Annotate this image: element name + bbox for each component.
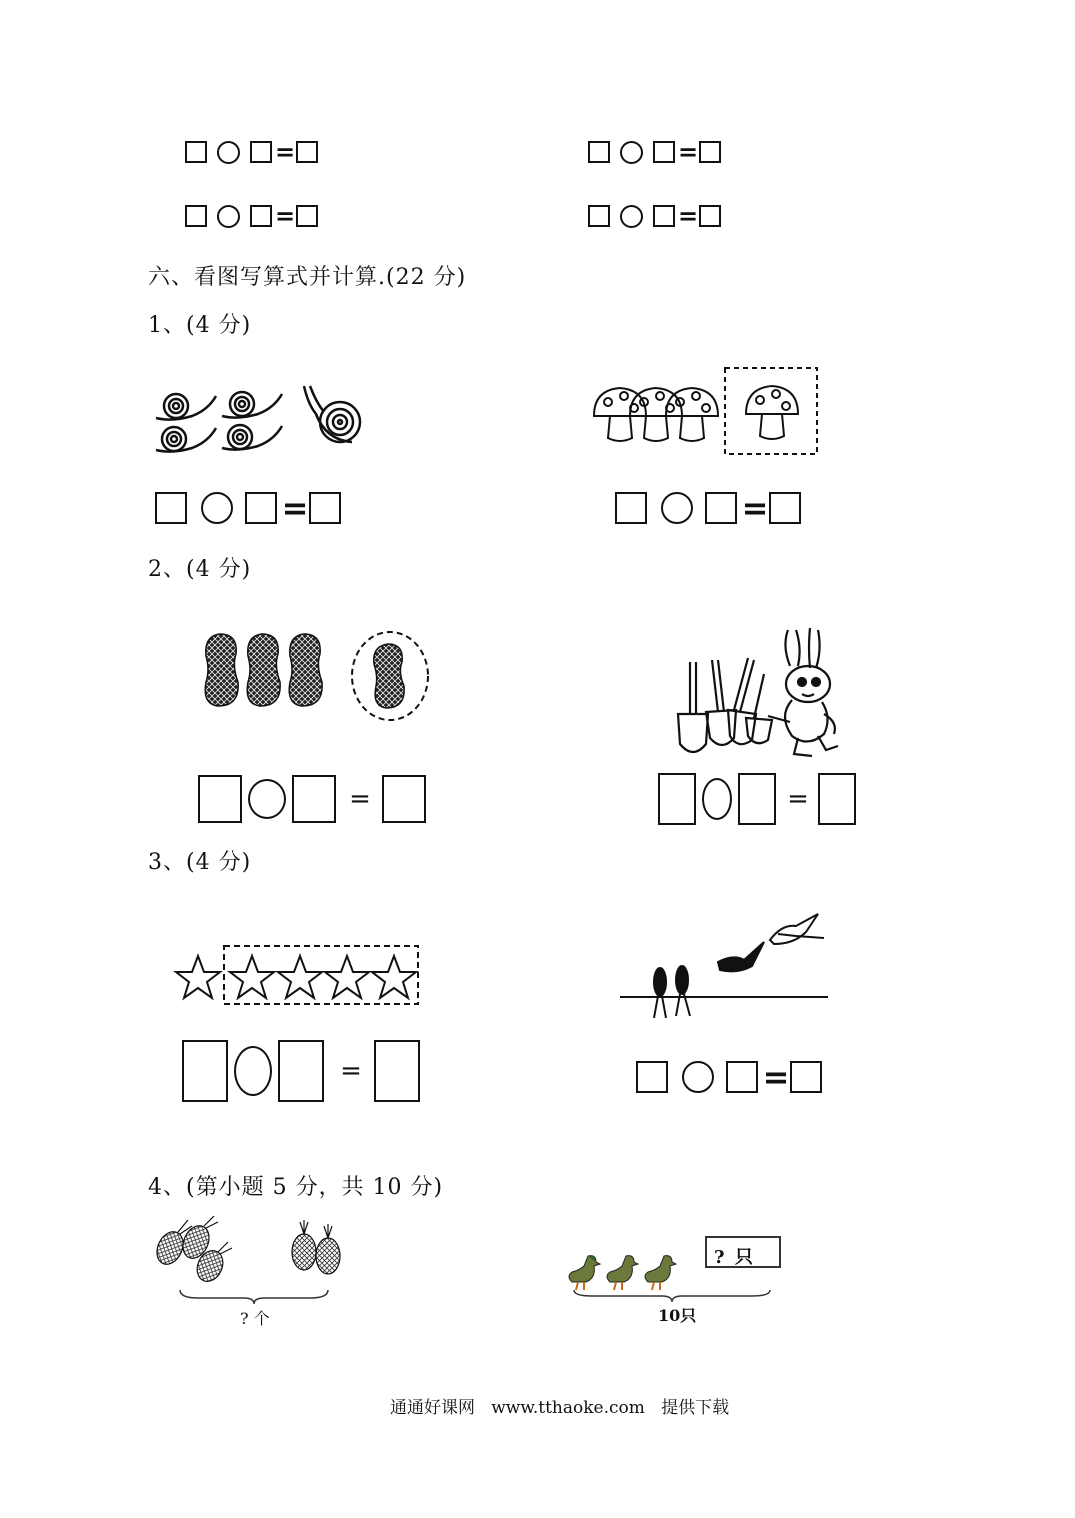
- swallow-icon: [718, 942, 764, 971]
- answer-box[interactable]: [250, 205, 272, 227]
- shovel-icon: [728, 658, 756, 744]
- duck-icon: [569, 1256, 600, 1290]
- answer-row-q1-right: [615, 489, 801, 527]
- mushroom-icon: [746, 386, 798, 439]
- answer-box[interactable]: [636, 1061, 668, 1093]
- pineapple-total-label: ? 个: [240, 1309, 270, 1328]
- answer-box[interactable]: [615, 492, 647, 524]
- operator-circle[interactable]: [620, 141, 643, 164]
- snail-icon: [156, 427, 216, 452]
- answer-box[interactable]: [278, 1040, 324, 1102]
- star-icon: [325, 956, 369, 998]
- star-icon: [372, 956, 416, 998]
- peanut-icon: [205, 634, 238, 706]
- answer-row-top-right-2: [588, 204, 721, 228]
- operator-circle[interactable]: [217, 141, 240, 164]
- star-icon: [278, 956, 322, 998]
- answer-box[interactable]: [182, 1040, 228, 1102]
- equals-sign: =: [281, 489, 309, 527]
- shovel-icon: [706, 660, 736, 745]
- mushroom-icon: [594, 388, 646, 441]
- equals-sign: =: [677, 202, 699, 230]
- peanut-group: [200, 630, 435, 722]
- snail-icon: [152, 380, 367, 460]
- answer-box[interactable]: [296, 141, 318, 163]
- answer-row-top-left-2: [185, 204, 318, 228]
- answer-box[interactable]: [653, 205, 675, 227]
- answer-box[interactable]: [155, 492, 187, 524]
- answer-row-q3-left: [182, 1040, 420, 1102]
- peanut-icon: [247, 634, 280, 706]
- pineapple-brace: [178, 1288, 330, 1306]
- snail-icon: [222, 425, 282, 450]
- answer-row-top-left-1: [185, 140, 318, 164]
- equals-sign: =: [274, 202, 296, 230]
- swallows-on-wire: [618, 910, 833, 1025]
- answer-row-q1-left: [155, 489, 341, 527]
- operator-circle[interactable]: [201, 492, 233, 524]
- mushroom-icon: [630, 388, 682, 441]
- star-group: [172, 940, 422, 1010]
- rabbit-icon: [768, 628, 838, 756]
- equals-sign: =: [762, 1058, 790, 1096]
- duck-icon: [645, 1256, 676, 1290]
- operator-circle[interactable]: [682, 1061, 714, 1093]
- pineapple-icon: [292, 1220, 316, 1270]
- answer-box[interactable]: [292, 775, 336, 823]
- question-1-label: 1、(4 分): [148, 313, 252, 338]
- equals-sign: =: [340, 1056, 362, 1086]
- ducks-total-label: 10只: [658, 1306, 697, 1325]
- operator-circle[interactable]: [248, 779, 286, 819]
- answer-box[interactable]: [588, 205, 610, 227]
- question-4-label: 4、(第小题 5 分，共 10 分): [148, 1175, 444, 1200]
- operator-circle[interactable]: [620, 205, 643, 228]
- answer-row-q3-right: [636, 1058, 822, 1096]
- shovel-icon: [746, 674, 772, 743]
- peanut-icon: [374, 644, 404, 708]
- answer-box[interactable]: [726, 1061, 758, 1093]
- answer-box[interactable]: [790, 1061, 822, 1093]
- ducks-brace: [572, 1288, 772, 1304]
- duck-group: [566, 1250, 682, 1292]
- section-title: 六、看图写算式并计算.(22 分): [148, 265, 467, 290]
- operator-circle[interactable]: [661, 492, 693, 524]
- answer-row-q2-right: [658, 773, 856, 825]
- question-3-label: 3、(4 分): [148, 850, 252, 875]
- snail-icon: [222, 392, 282, 418]
- operator-circle[interactable]: [702, 778, 732, 820]
- question-2-label: 2、(4 分): [148, 557, 252, 582]
- pineapple-group: [152, 1218, 347, 1288]
- answer-box[interactable]: [699, 205, 721, 227]
- swallow-icon: [770, 914, 824, 944]
- dashed-box: [224, 946, 418, 1004]
- answer-box[interactable]: [245, 492, 277, 524]
- answer-row-q2-left: [198, 775, 426, 823]
- snail-icon: [156, 394, 216, 420]
- answer-box[interactable]: [296, 205, 318, 227]
- operator-circle[interactable]: [217, 205, 240, 228]
- answer-row-top-right-1: [588, 140, 721, 164]
- answer-box[interactable]: [185, 205, 207, 227]
- pineapple-icon: [316, 1224, 340, 1274]
- star-icon: [176, 956, 220, 998]
- equals-sign: =: [274, 138, 296, 166]
- answer-box[interactable]: [588, 141, 610, 163]
- answer-box[interactable]: [705, 492, 737, 524]
- star-icon: [230, 956, 274, 998]
- shovel-icon: [678, 662, 708, 752]
- answer-box[interactable]: [185, 141, 207, 163]
- answer-box[interactable]: [309, 492, 341, 524]
- answer-box[interactable]: [653, 141, 675, 163]
- ducks-unknown-label: ? 只: [714, 1247, 755, 1268]
- answer-box[interactable]: [699, 141, 721, 163]
- equals-sign: =: [349, 784, 371, 814]
- equals-sign: =: [787, 784, 809, 814]
- swallow-icon: [676, 966, 690, 1016]
- rabbit-with-shovels: [668, 626, 843, 766]
- answer-box[interactable]: [738, 773, 776, 825]
- duck-icon: [607, 1256, 638, 1290]
- answer-box[interactable]: [198, 775, 242, 823]
- page-footer: 通通好课网 www.tthaoke.com 提供下载: [390, 1398, 730, 1418]
- swallow-icon: [654, 968, 666, 1018]
- dashed-box: [725, 368, 817, 454]
- answer-box[interactable]: [382, 775, 426, 823]
- mushroom-group: [588, 366, 823, 458]
- answer-box[interactable]: [250, 141, 272, 163]
- mushroom-icon: [666, 388, 718, 441]
- snail-icon: [304, 386, 360, 442]
- operator-circle[interactable]: [234, 1046, 272, 1096]
- answer-box[interactable]: [769, 492, 801, 524]
- answer-box[interactable]: [374, 1040, 420, 1102]
- equals-sign: =: [741, 489, 769, 527]
- equals-sign: =: [677, 138, 699, 166]
- answer-box[interactable]: [658, 773, 696, 825]
- answer-box[interactable]: [818, 773, 856, 825]
- peanut-icon: [289, 634, 322, 706]
